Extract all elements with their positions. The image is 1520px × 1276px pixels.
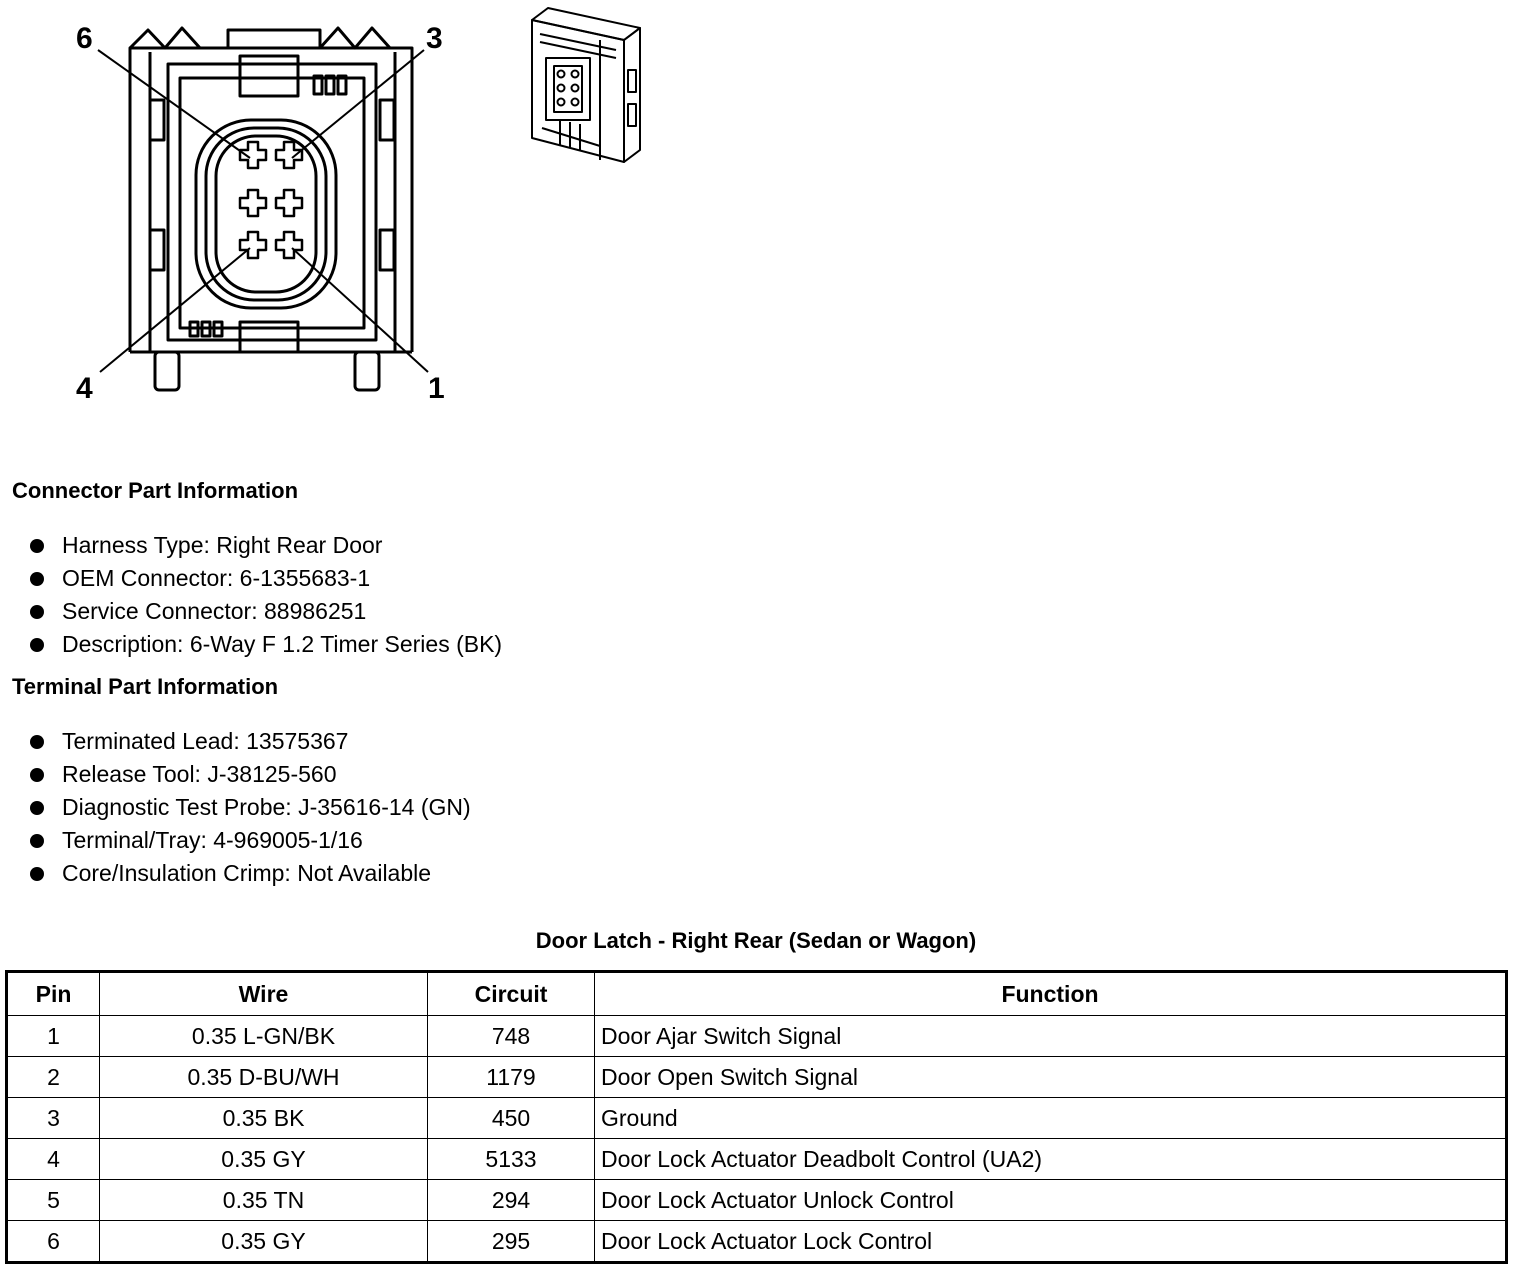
cell-circuit: 1179 (428, 1057, 595, 1098)
pin-label-4: 4 (76, 372, 93, 405)
connector-isometric-view (532, 8, 640, 162)
pin-label-3: 3 (426, 22, 443, 55)
connector-housing (130, 28, 412, 390)
cell-circuit: 295 (428, 1221, 595, 1263)
list-item: Harness Type: Right Rear Door (30, 529, 502, 562)
connector-part-info-heading: Connector Part Information (12, 478, 299, 503)
list-item: Description: 6-Way F 1.2 Timer Series (BK) (30, 628, 502, 661)
column-header-circuit: Circuit (428, 972, 595, 1016)
table-row (7, 1139, 1507, 1180)
column-header-function: Function (595, 972, 1507, 1016)
table-row (7, 1180, 1507, 1221)
terminal-part-info-list (30, 725, 471, 890)
cell-function: Door Ajar Switch Signal (595, 1016, 1507, 1057)
terminal-cavity-2 (276, 190, 302, 216)
cell-pin: 5 (7, 1180, 100, 1221)
cell-wire: 0.35 GY (100, 1221, 428, 1263)
list-item: Terminated Lead: 13575367 (30, 725, 471, 758)
cell-pin: 6 (7, 1221, 100, 1263)
terminal-cavity-6 (240, 142, 266, 168)
connector-face-diagram (0, 0, 700, 420)
cell-pin: 3 (7, 1098, 100, 1139)
terminal-part-info-heading: Terminal Part Information (12, 674, 279, 699)
cell-wire: 0.35 TN (100, 1180, 428, 1221)
cell-function: Door Lock Actuator Unlock Control (595, 1180, 1507, 1221)
list-item: Core/Insulation Crimp: Not Available (30, 857, 471, 890)
table-header-row (7, 972, 1507, 1016)
list-item: Service Connector: 88986251 (30, 595, 502, 628)
cell-wire: 0.35 L-GN/BK (100, 1016, 428, 1057)
cell-wire: 0.35 GY (100, 1139, 428, 1180)
terminal-cavity-5 (240, 190, 266, 216)
pinout-table-title: Door Latch - Right Rear (Sedan or Wagon) (535, 928, 977, 953)
pin-label-1: 1 (428, 372, 445, 405)
cell-circuit: 5133 (428, 1139, 595, 1180)
column-header-pin: Pin (7, 972, 100, 1016)
cell-function: Ground (595, 1098, 1507, 1139)
cell-function: Door Lock Actuator Lock Control (595, 1221, 1507, 1263)
table-row (7, 1221, 1507, 1263)
list-item: OEM Connector: 6-1355683-1 (30, 562, 502, 595)
table-row (7, 1098, 1507, 1139)
list-item: Release Tool: J-38125-560 (30, 758, 471, 791)
cell-circuit: 450 (428, 1098, 595, 1139)
connector-part-info-list (30, 529, 502, 661)
cell-wire: 0.35 BK (100, 1098, 428, 1139)
terminal-cavity-3 (276, 142, 302, 168)
cell-function: Door Lock Actuator Deadbolt Control (UA2) (595, 1139, 1507, 1180)
cell-pin: 2 (7, 1057, 100, 1098)
list-item: Diagnostic Test Probe: J-35616-14 (GN) (30, 791, 471, 824)
cell-pin: 4 (7, 1139, 100, 1180)
pinout-table (5, 970, 1508, 1264)
cell-function: Door Open Switch Signal (595, 1057, 1507, 1098)
cell-pin: 1 (7, 1016, 100, 1057)
pin-label-6: 6 (76, 22, 93, 55)
cell-circuit: 748 (428, 1016, 595, 1057)
list-item: Terminal/Tray: 4-969005-1/16 (30, 824, 471, 857)
cell-wire: 0.35 D-BU/WH (100, 1057, 428, 1098)
cell-circuit: 294 (428, 1180, 595, 1221)
pin-leader-lines (98, 50, 428, 372)
table-row (7, 1016, 1507, 1057)
column-header-wire: Wire (100, 972, 428, 1016)
pin-cavity-block (196, 120, 336, 308)
table-row (7, 1057, 1507, 1098)
terminal-cavities (240, 142, 302, 258)
